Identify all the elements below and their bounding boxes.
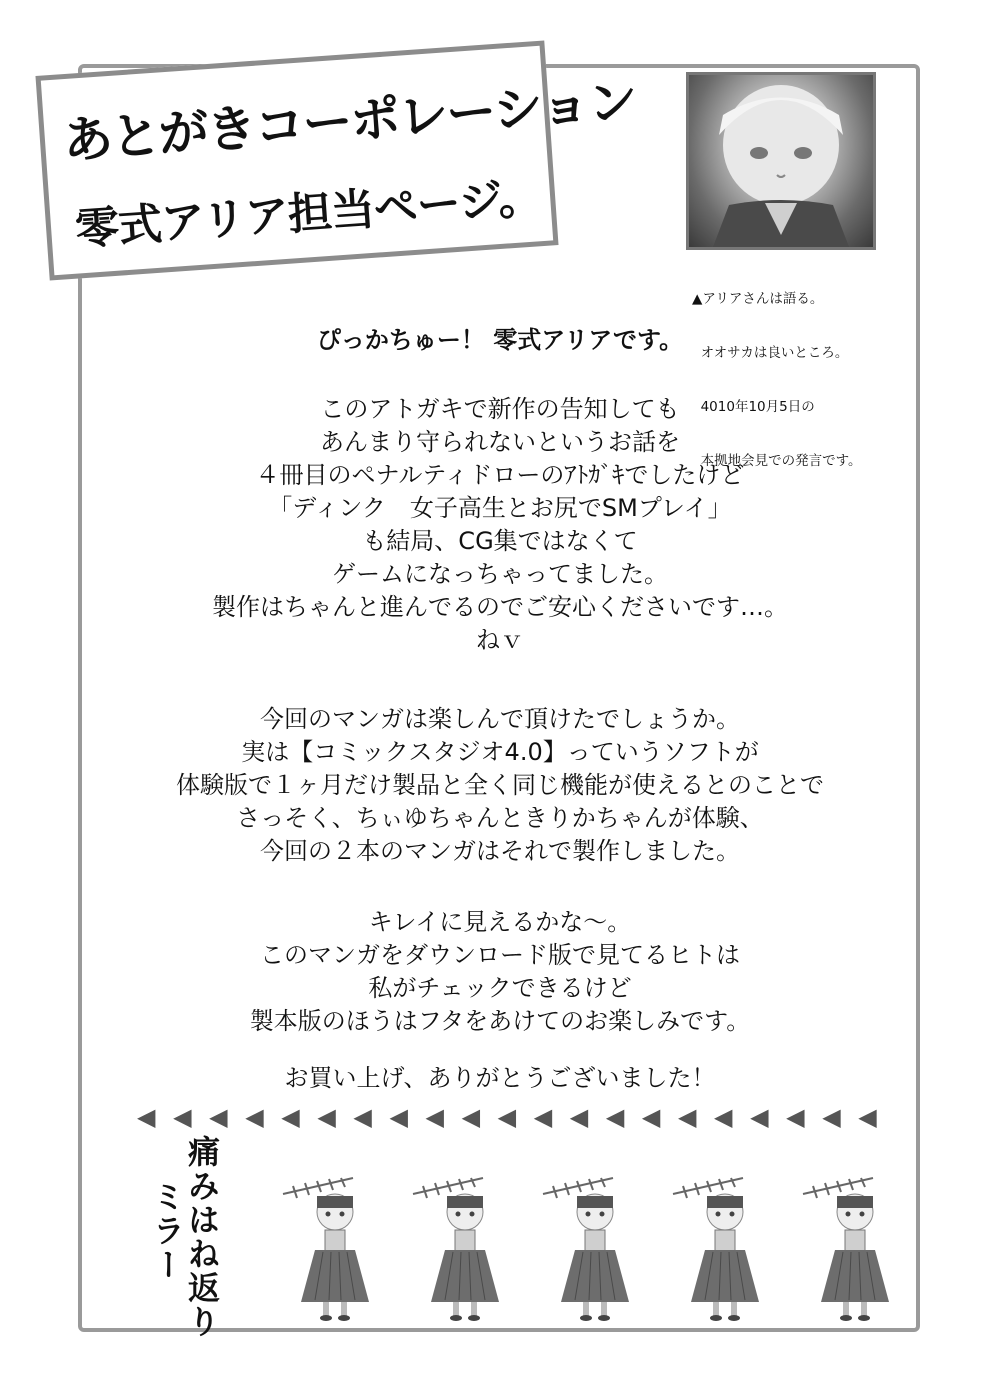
text-line: ねｖ <box>476 626 524 654</box>
antenna-girl-figure-icon <box>405 1172 515 1322</box>
left-arrow-icon: ◀ <box>569 1103 589 1131</box>
page-title: あとがきコーポレーション <box>61 72 638 171</box>
left-arrow-icon: ◀ <box>497 1103 517 1131</box>
text-line: 私がチェックできるけど <box>368 974 632 1002</box>
left-arrow-icon: ◀ <box>137 1103 156 1131</box>
text-line: ４冊目のペナルティドローのｱﾄｶﾞｷでしたけど <box>255 461 745 489</box>
left-arrow-icon: ◀ <box>353 1103 372 1131</box>
caption-line: 本拠地会見での発言です。 <box>692 453 862 469</box>
left-arrow-icon: ◀ <box>750 1103 769 1131</box>
left-arrow-icon: ◀ <box>173 1103 192 1131</box>
vertical-caption-1: 痛みはね返り <box>183 1135 221 1339</box>
text-line: 今回のマンガは楽しんで頂けたでしょうか。 <box>260 705 740 733</box>
text-line: 実は【コミックスタジオ4.0】っていうソフトが <box>241 738 759 766</box>
character-portrait-icon <box>689 75 873 247</box>
text-line: さっそく、ちぃゆちゃんときりかちゃんが体験、 <box>236 804 764 832</box>
text-line: このアトガキで新作の告知しても <box>320 395 680 423</box>
antenna-girl-figure-icon <box>665 1172 775 1322</box>
text-line: 「ディンク 女子高生とお尻でSMプレイ」 <box>268 494 732 522</box>
text-line: ゲームになっちゃってました。 <box>332 560 668 588</box>
character-photo <box>686 72 876 250</box>
left-arrow-icon: ◀ <box>461 1103 481 1131</box>
left-arrow-icon: ◀ <box>858 1103 877 1131</box>
left-arrow-icon: ◀ <box>677 1103 697 1131</box>
text-line: 製作はちゃんと進んでるのでご安心くださいです…。 <box>212 593 788 621</box>
text-line: あんまり守られないというお話を <box>320 428 680 456</box>
left-arrow-icon: ◀ <box>786 1103 805 1131</box>
paragraph-3 <box>100 906 900 1038</box>
left-arrow-icon: ◀ <box>209 1103 228 1131</box>
antenna-girl-figure-icon <box>795 1172 905 1322</box>
caption-line: 4010年10月5日の <box>692 399 815 415</box>
text-line: このマンガをダウンロード版で見てるヒトは <box>260 941 740 969</box>
text-line: 今回の２本のマンガはそれで製作しました。 <box>260 837 740 865</box>
arrow-divider <box>137 1100 877 1134</box>
paragraph-1 <box>100 393 900 657</box>
antenna-girl-figure-icon <box>535 1172 645 1322</box>
left-arrow-icon: ◀ <box>605 1103 625 1131</box>
left-arrow-icon: ◀ <box>714 1103 733 1131</box>
antenna-girl-figure-icon <box>275 1172 385 1322</box>
text-line: 製本版のほうはフタをあけてのお楽しみです。 <box>249 1007 751 1035</box>
caption-line: ▲アリアさんは語る。 <box>692 291 824 307</box>
left-arrow-icon: ◀ <box>425 1103 444 1131</box>
left-arrow-icon: ◀ <box>641 1103 661 1131</box>
closing-line: お買い上げ、ありがとうございました！ <box>284 1064 716 1092</box>
left-arrow-icon: ◀ <box>245 1103 264 1131</box>
left-arrow-icon: ◀ <box>822 1103 841 1131</box>
title-box <box>35 40 638 280</box>
page-subtitle: 零式アリア担当ページ。 <box>73 172 543 256</box>
text-line: も結局、CG集ではなくて <box>362 527 638 555</box>
left-arrow-icon: ◀ <box>281 1103 300 1131</box>
caption-line: オオサカは良いところ。 <box>692 345 849 361</box>
text-line: 体験版で１ヶ月だけ製品と全く同じ機能が使えるとのことで <box>176 771 824 799</box>
left-arrow-icon: ◀ <box>533 1103 553 1131</box>
vertical-caption-2: ミラー <box>148 1180 186 1282</box>
left-arrow-icon: ◀ <box>389 1103 408 1131</box>
greeting: ぴっかちゅー！ 零式アリアです。 <box>316 326 684 354</box>
text-line: キレイに見えるかな～。 <box>368 908 632 936</box>
left-arrow-icon: ◀ <box>317 1103 336 1131</box>
paragraph-2 <box>100 703 900 868</box>
